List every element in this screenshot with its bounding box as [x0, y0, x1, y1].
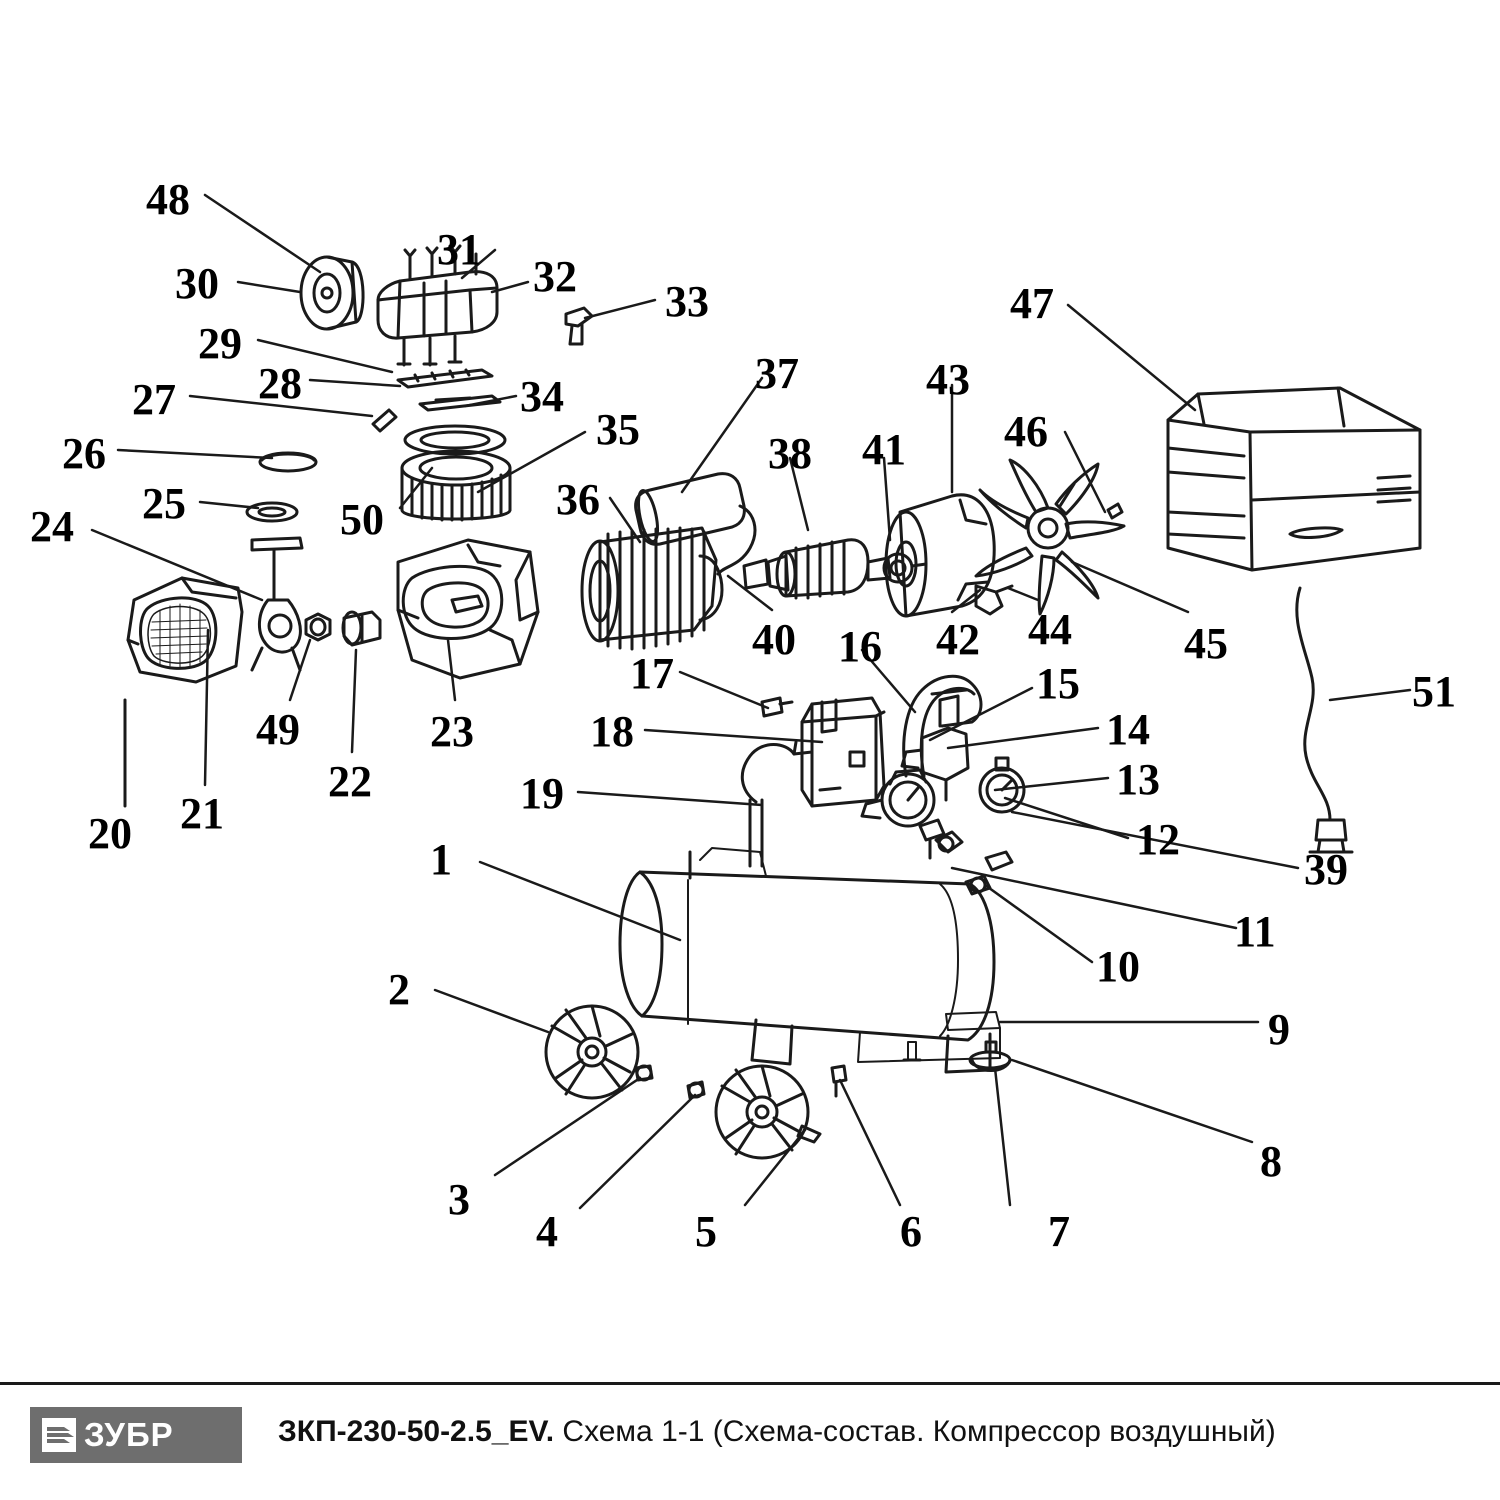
part-handle	[904, 676, 981, 776]
callout-23: 23	[430, 707, 474, 756]
callout-48: 48	[146, 175, 190, 224]
brand-name: ЗУБР	[84, 1416, 174, 1453]
part-capacitor	[635, 474, 755, 574]
callout-46: 46	[1004, 407, 1048, 456]
callout-5: 5	[695, 1207, 717, 1256]
callout-4: 4	[536, 1207, 558, 1256]
callout-28: 28	[258, 359, 302, 408]
callout-50: 50	[340, 495, 384, 544]
callout-16: 16	[838, 622, 882, 671]
part-drain-valve	[832, 1066, 846, 1096]
part-air-tank	[620, 848, 1000, 1072]
part-gauge-12	[862, 770, 934, 826]
callout-11: 11	[1234, 907, 1276, 956]
callout-6: 6	[900, 1207, 922, 1256]
part-nut-49	[306, 614, 330, 640]
callout-8: 8	[1260, 1137, 1282, 1186]
callout-27: 27	[132, 375, 176, 424]
callout-38: 38	[768, 429, 812, 478]
callout-21: 21	[180, 789, 224, 838]
callout-18: 18	[590, 707, 634, 756]
callout-51: 51	[1412, 667, 1456, 716]
part-flywheel	[301, 257, 363, 329]
part-washer-26	[260, 453, 316, 471]
scheme-description: Схема 1-1 (Схема-состав. Компрессор воздушный)	[562, 1415, 1276, 1448]
part-gauge-13	[980, 758, 1024, 812]
callout-44: 44	[1028, 605, 1072, 654]
callout-34: 34	[520, 372, 564, 421]
part-wheel-bolts	[636, 1066, 704, 1098]
callout-9: 9	[1268, 1005, 1290, 1054]
callout-17: 17	[630, 649, 674, 698]
part-fitting-39	[986, 852, 1012, 870]
zubr-arrow-icon	[42, 1418, 76, 1452]
callout-42: 42	[936, 615, 980, 664]
callout-12: 12	[1136, 815, 1180, 864]
brand-logo	[30, 1407, 242, 1463]
callout-43: 43	[926, 355, 970, 404]
part-washer-25	[247, 503, 297, 521]
callout-7: 7	[1048, 1207, 1070, 1256]
callout-36: 36	[556, 475, 600, 524]
callout-29: 29	[198, 319, 242, 368]
callout-14: 14	[1106, 705, 1150, 754]
callout-10: 10	[1096, 942, 1140, 991]
part-pressure-switch	[802, 698, 884, 806]
callout-45: 45	[1184, 619, 1228, 668]
callout-39: 39	[1304, 845, 1348, 894]
callout-30: 30	[175, 259, 219, 308]
callout-32: 32	[533, 252, 577, 301]
part-piston-rod	[252, 538, 302, 670]
callout-20: 20	[88, 809, 132, 858]
part-pin-under-tank	[904, 1042, 920, 1060]
callout-22: 22	[328, 757, 372, 806]
part-bushing-22	[343, 612, 380, 645]
part-crankcase	[398, 540, 538, 678]
callout-49: 49	[256, 705, 300, 754]
callout-31: 31	[437, 225, 481, 274]
callout-2: 2	[388, 965, 410, 1014]
part-valve-plate	[398, 370, 492, 387]
callout-40: 40	[752, 615, 796, 664]
part-wheel-right	[716, 1066, 820, 1158]
callout-13: 13	[1116, 755, 1160, 804]
part-fitting-10	[966, 876, 990, 894]
callout-1: 1	[430, 835, 452, 884]
part-power-cord	[1297, 588, 1352, 852]
callout-19: 19	[520, 769, 564, 818]
part-wheel-left	[546, 1006, 638, 1098]
part-stator	[582, 528, 722, 649]
callout-33: 33	[665, 277, 709, 326]
part-pin-46	[1108, 504, 1122, 518]
callout-3: 3	[448, 1175, 470, 1224]
callout-26: 26	[62, 429, 106, 478]
part-dowel-pin	[373, 410, 396, 431]
footer-bar	[0, 1382, 1500, 1500]
callout-25: 25	[142, 479, 186, 528]
callout-41: 41	[862, 425, 906, 474]
part-fan-shroud	[125, 578, 242, 806]
model-code: ЗКП-230-50-2.5_EV.	[278, 1415, 555, 1448]
part-fitting-33	[566, 308, 592, 344]
callout-35: 35	[596, 405, 640, 454]
part-gasket	[420, 396, 500, 410]
part-bracket-9	[946, 1012, 1000, 1030]
part-cover-housing	[1168, 388, 1420, 570]
callout-37: 37	[755, 349, 799, 398]
callout-47: 47	[1010, 279, 1054, 328]
callout-24: 24	[30, 502, 74, 551]
callout-15: 15	[1036, 659, 1080, 708]
footer-caption	[278, 1415, 1276, 1449]
